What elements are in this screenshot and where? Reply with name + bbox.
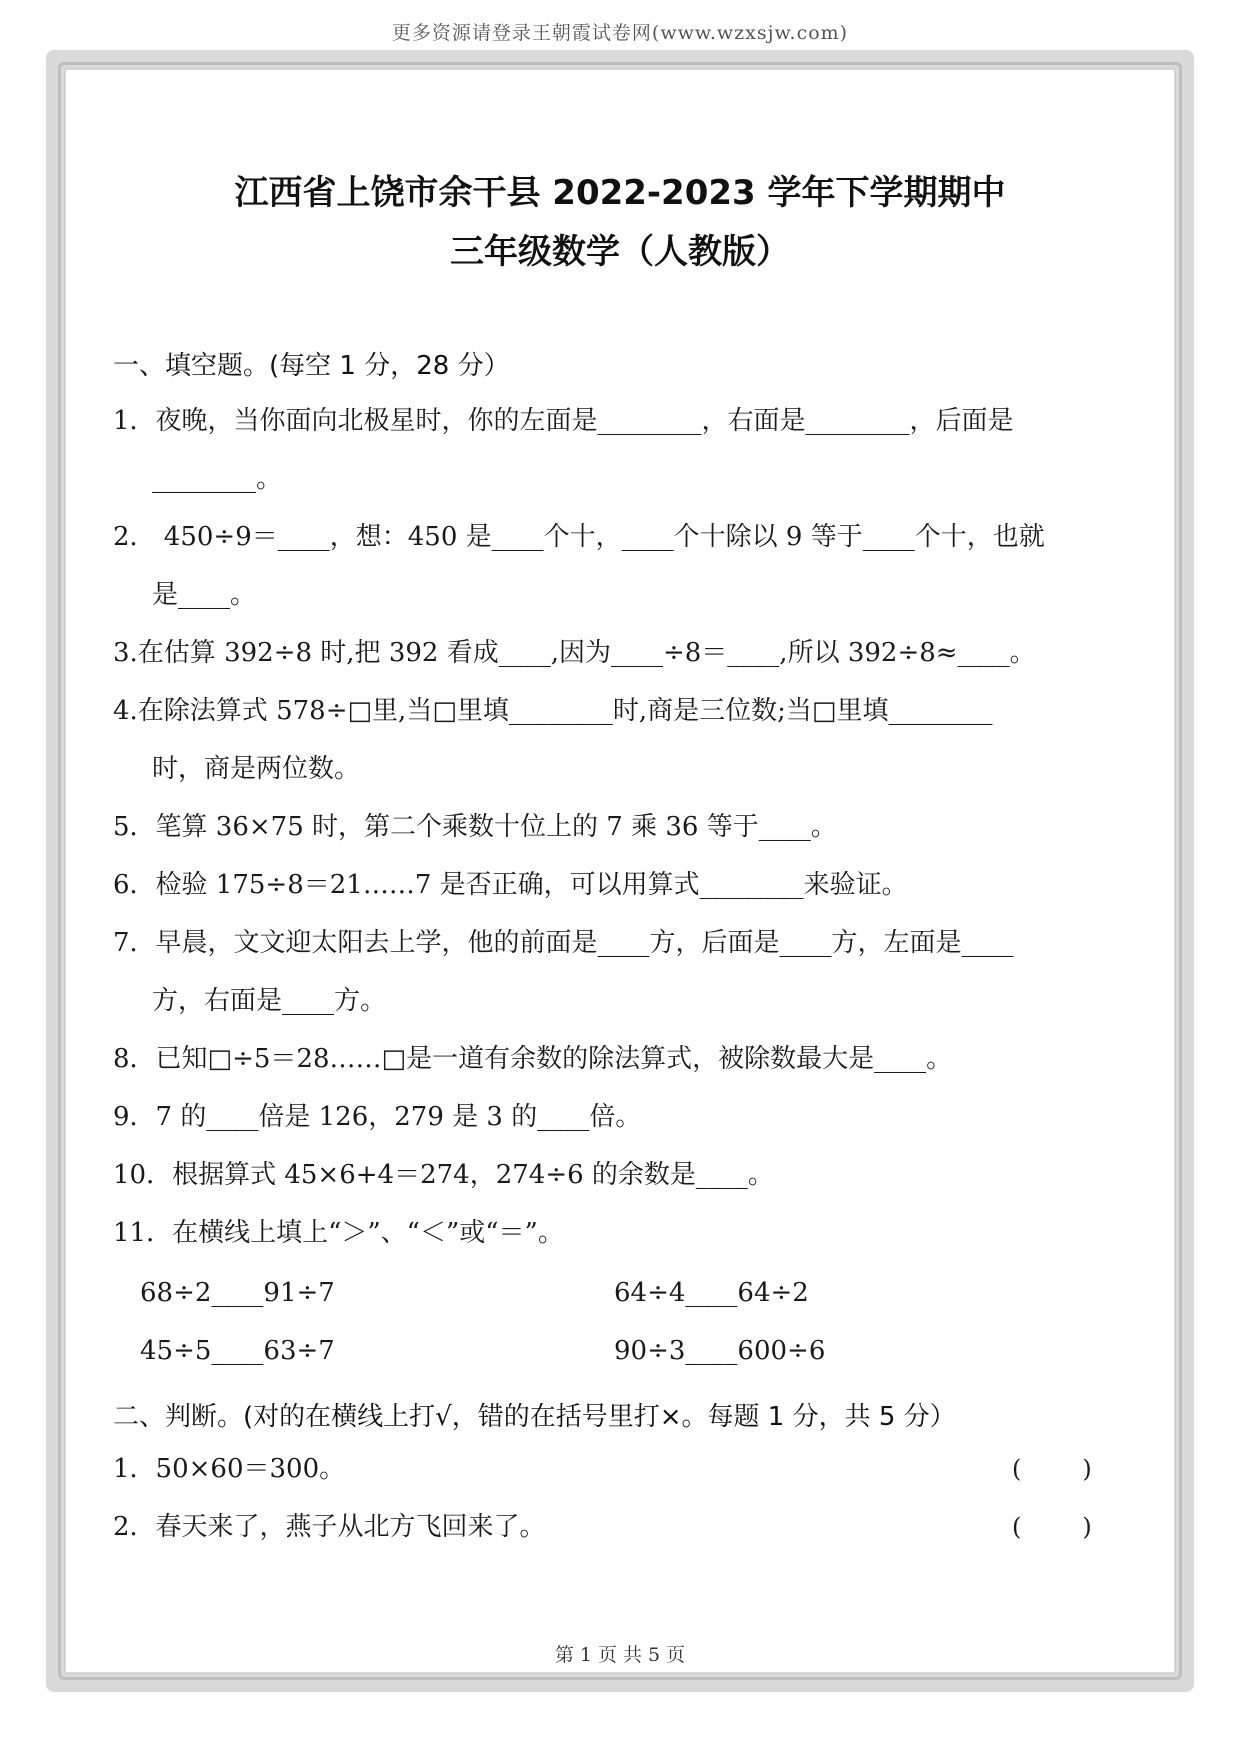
section-2-heading: 二、判断。(对的在横线上打√，错的在括号里打×。每题 1 分，共 5 分） <box>113 1402 956 1432</box>
site-banner: 更多资源请登录王朝霞试卷网(www.wzxsjw.com) <box>391 22 849 44</box>
page-number: 第 1 页 共 5 页 <box>554 1644 686 1666</box>
section-1-heading: 一、填空题。(每空 1 分，28 分） <box>113 351 510 381</box>
question-1-9: 9．7 的____倍是 126，279 是 3 的____倍。 <box>113 1102 642 1132</box>
exam-subtitle: 三年级数学（人教版） <box>450 232 790 272</box>
question-2-2: 2．春天来了，燕子从北方飞回来了。 <box>113 1512 546 1542</box>
question-2-1: 1．50×60＝300。 <box>113 1454 346 1484</box>
question-1-7-cont: 方，右面是____方。 <box>152 986 387 1016</box>
comparison-item: 68÷2____91÷7 <box>140 1278 335 1308</box>
question-1-4-cont: 时，商是两位数。 <box>152 754 361 784</box>
comparison-item: 90÷3____600÷6 <box>614 1336 826 1366</box>
question-1-6: 6．检验 175÷8＝21……7 是否正确，可以用算式________来验证。 <box>113 870 908 900</box>
comparison-item: 45÷5____63÷7 <box>140 1336 335 1366</box>
comparison-item: 64÷4____64÷2 <box>614 1278 809 1308</box>
question-1-5: 5．笔算 36×75 时，第二个乘数十位上的 7 乘 36 等于____。 <box>113 812 837 842</box>
answer-parentheses: ( ) <box>1012 1513 1092 1541</box>
question-1-3: 3.在估算 392÷8 时,把 392 看成____,因为____÷8＝____,所以 392÷8≈____。 <box>113 638 1036 668</box>
question-1-7: 7．早晨，文文迎太阳去上学，他的前面是____方，后面是____方，左面是____ <box>113 928 1014 958</box>
question-1-2: 2． 450÷9＝____，想：450 是____个十，____个十除以 9 等于____个十，也就 <box>113 522 1045 552</box>
answer-parentheses: ( ) <box>1012 1455 1092 1483</box>
question-1-10: 10．根据算式 45×6+4＝274，274÷6 的余数是____。 <box>113 1160 774 1190</box>
question-1-1-cont: ________。 <box>152 464 283 494</box>
question-1-8: 8．已知□÷5＝28……□是一道有余数的除法算式，被除数最大是____。 <box>113 1044 953 1074</box>
question-1-4: 4.在除法算式 578÷□里,当□里填________时,商是三位数;当□里填________ <box>113 696 993 726</box>
question-1-11: 11．在横线上填上“＞”、“＜”或“＝”。 <box>113 1218 564 1248</box>
question-1-2-cont: 是____。 <box>152 580 257 610</box>
exam-title: 江西省上饶市余干县 2022-2023 学年下学期期中 <box>234 173 1006 213</box>
question-1-1: 1．夜晚，当你面向北极星时，你的左面是________，右面是________，后面是 <box>113 406 1014 436</box>
